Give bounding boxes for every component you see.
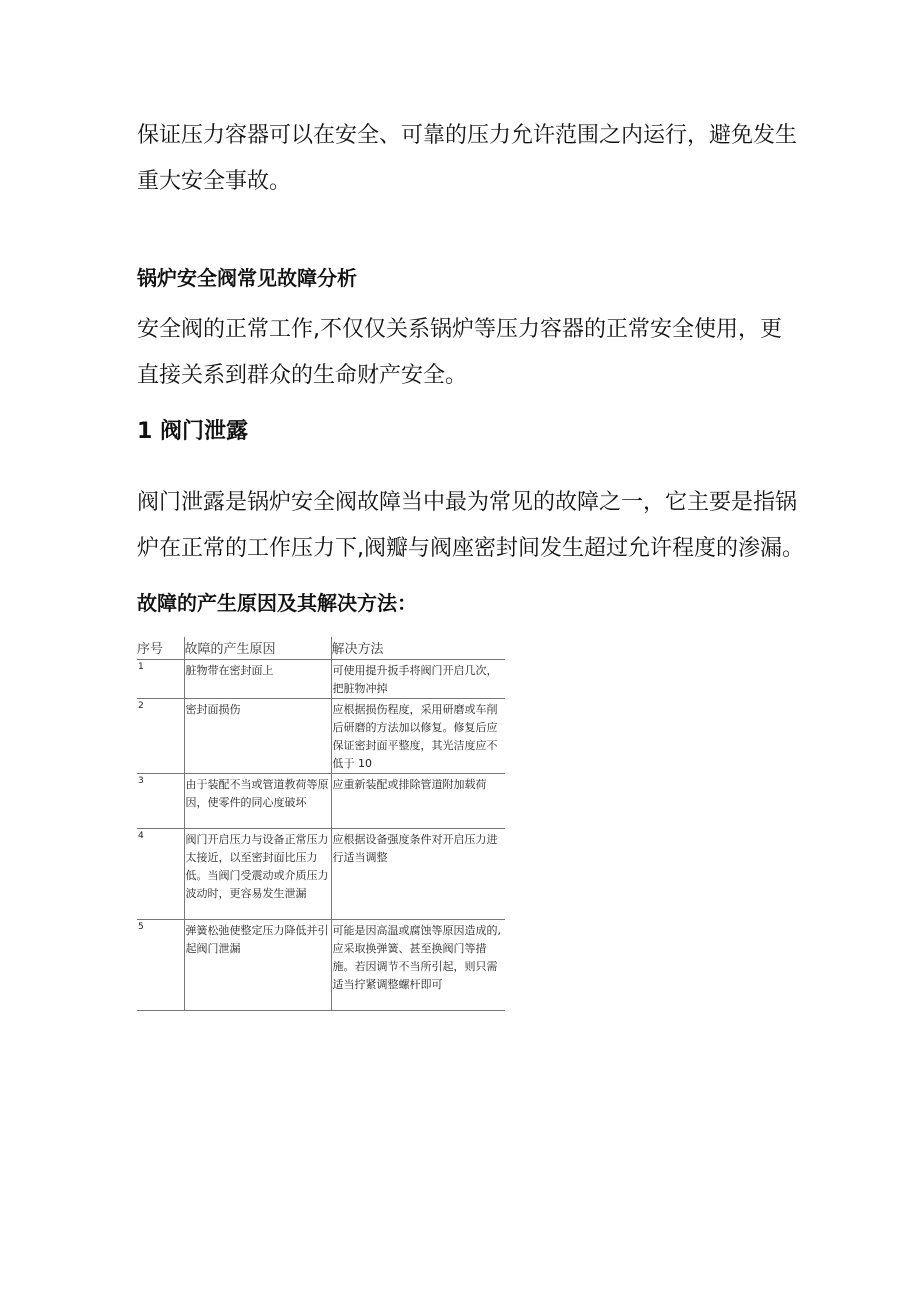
table-header-row [137,637,505,660]
row-no: 1 [137,660,184,699]
intro-paragraph: 保证压力容器可以在安全、可靠的压力允许范围之内运行，避免发生重大安全事故。 [137,123,798,194]
fault-table [137,637,505,1011]
row-solution: 应根据损伤程度，采用研磨或车削后研磨的方法加以修复。修复后应保证密封面平整度，其光洁度应不低于 10 [331,699,505,774]
row-no: 3 [137,774,184,829]
table-row [137,774,505,829]
table-row [137,660,505,699]
table-heading: 故障的产生原因及其解决方法： [137,591,417,615]
row-cause: 由于装配不当或管道教荷等原因，使零件的同心度破坏 [184,774,331,829]
table-row [137,920,505,1011]
row-cause: 弹簧松弛使整定压力降低并引起阀门泄漏 [184,920,331,1011]
row-solution: 可使用提升扳手将阀门开启几次，把脏物冲掉 [331,660,505,699]
row-no: 2 [137,699,184,774]
section-title: 锅炉安全阀常见故障分析 [137,266,357,290]
header-no: 序号 [137,642,164,657]
row-solution: 应根据设备强度条件对开启压力进行适当调整 [331,829,505,920]
row-cause: 密封面损伤 [184,699,331,774]
subsection-body: 阀门泄露是锅炉安全阀故障当中最为常见的故障之一，它主要是指锅炉在正常的工作压力下,阀瓣与阀座密封间发生超过允许程度的渗漏。 [137,490,804,561]
row-cause: 脏物带在密封面上 [184,660,331,699]
row-solution: 可能是因高温或腐蚀等原因造成的,应采取换弹簧、甚至换阀门等措施。若因调节不当所引起，则只需适当拧紧调整螺杆即可 [331,920,505,1011]
header-solution: 解决方法 [331,637,505,660]
subsection-title: 1 阀门泄露 [137,419,248,444]
row-solution: 应重新装配或排除管道附加载荷 [331,774,505,829]
table-row [137,699,505,774]
row-no: 4 [137,829,184,920]
row-no: 5 [137,920,184,1011]
row-cause: 阀门开启压力与设备正常压力太接近，以至密封面比压力低。当阀门受震动或介质压力波动时，更容易发生泄漏 [184,829,331,920]
header-cause: 故障的产生原因 [184,637,331,660]
table-row [137,829,505,920]
section-body: 安全阀的正常工作,不仅仅关系锅炉等压力容器的正常安全使用，更直接关系到群众的生命财产安全。 [137,317,782,388]
